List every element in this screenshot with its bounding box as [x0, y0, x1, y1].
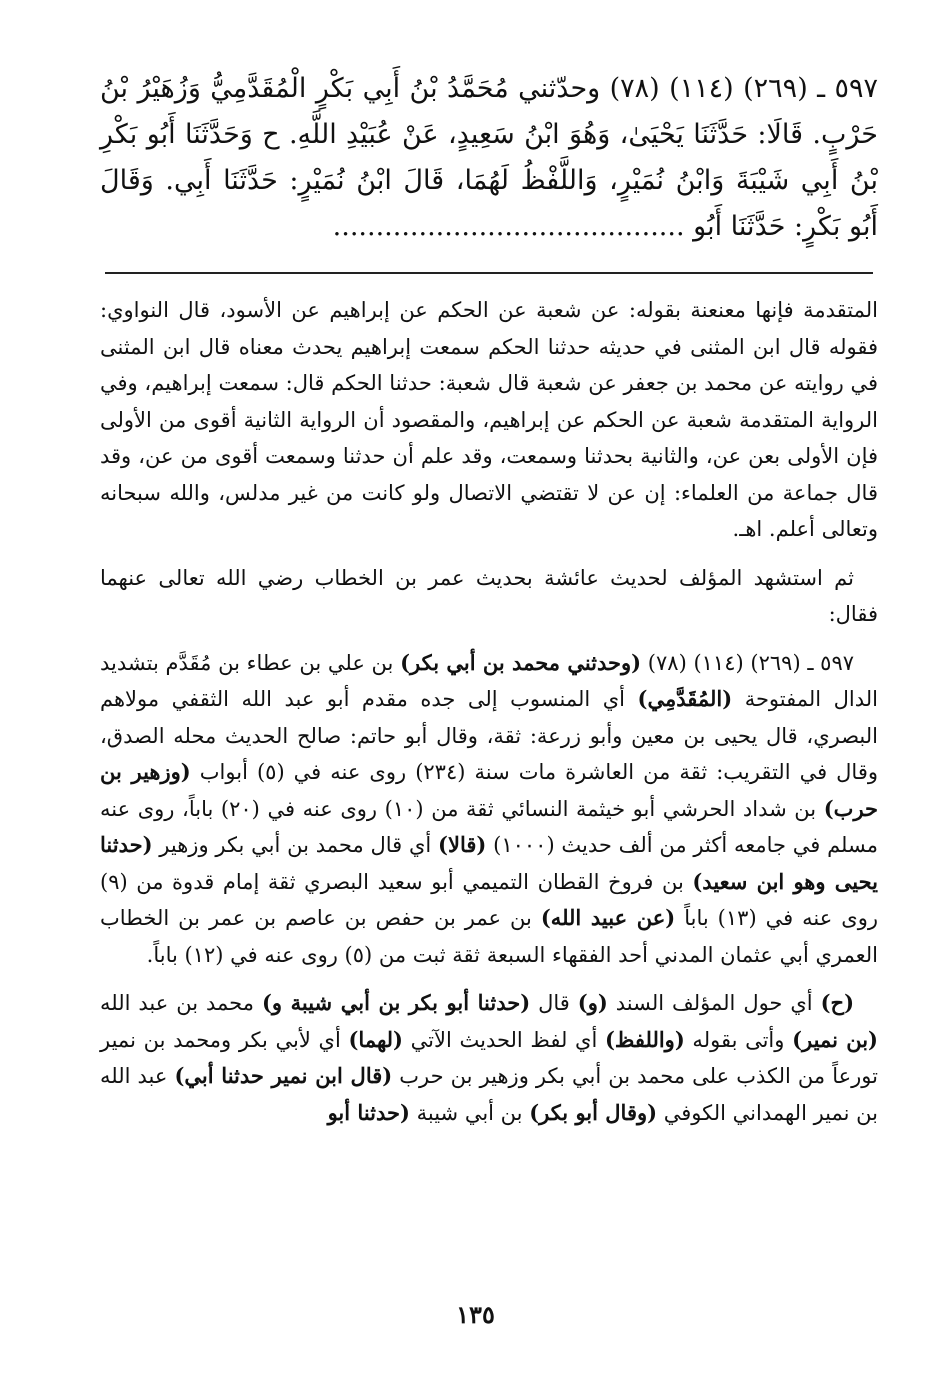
- text-run: أي حول المؤلف السند: [607, 991, 821, 1015]
- commentary-paragraph-4: [100, 985, 878, 1131]
- commentary-paragraph-2: ثم استشهد المؤلف لحديث عائشة بحديث عمر بن الخطاب رضي الله تعالى عنهما فقال:: [100, 565, 878, 626]
- text-run: بن علي بن عطاء بن مُقَدَّم بتشديد الدال المفتوحة: [100, 650, 878, 711]
- hadith-text: ٥٩٧ ـ (٢٦٩) (١١٤) (٧٨) وحدّثني مُحَمَّدُ بْنُ أَبِي بَكْرٍ الْمُقَدَّمِيُّ وَزُهَيْرُ بْنُ حَرْبٍ. قَالَا: حَدَّثَنَا يَحْيَىٰ، وَهُوَ ابْنُ سَعِيدٍ، عَنْ عُبَيْدِ اللَّهِ. ح وَحَدَّثَنَا أَبُو بَكْرِ بْنُ أَبِي شَيْبَةَ وَابْنُ نُمَيْرٍ، وَاللَّفْظُ لَهُمَا، قَالَ ابْنُ نُمَيْرٍ: حَدَّثَنَا أَبِي. وَقَالَ أَبُو بَكْرٍ: حَدَّثَنَا أَبُو .........................................: [100, 73, 878, 242]
- bold-quote: (وحدثني محمد بن أبي بكر): [400, 649, 642, 675]
- text-run: بن عمر بن حفص بن عاصم بن عمر بن الخطاب العمري أبي عثمان المدني أحد الفقهاء السبعة ثقة ثبت من (٥) روى عنه في (١٢) باباً.: [100, 906, 878, 967]
- text-run: محمد بن عبد الله: [100, 991, 262, 1015]
- bold-quote: (ح): [820, 990, 855, 1015]
- text-run: بن فروخ القطان التميمي أبو سعيد البصري ثقة إمام قدوة من (٩) روى عنه في (١٣) باباً: [100, 869, 879, 930]
- text-run: أي لفظ الحديث الآتي: [402, 1027, 605, 1052]
- bold-quote: (حدثنا يحيى وهو ابن سعيد): [100, 832, 878, 894]
- bold-quote: (قال ابن نمير حدثنا أبي): [174, 1063, 393, 1088]
- text-run: أي لأبي بكر ومحمد بن نمير تورعاً من الكذب على محمد بن أبي بكر وزهير بن حرب: [100, 1027, 878, 1088]
- bold-quote: (وزهير بن حرب): [100, 759, 879, 821]
- book-page: [100, 66, 878, 1131]
- bold-quote: (واللفظ): [605, 1026, 685, 1052]
- text-run: ٥٩٧ ـ (٢٦٩) (١١٤) (٧٨): [641, 650, 855, 675]
- bold-quote: (حدثنا أبو: [327, 1099, 410, 1125]
- bold-quote: (و): [577, 990, 608, 1015]
- commentary-paragraph-3: [100, 645, 878, 974]
- bold-quote: (حدثنا أبو بكر بن أبي شيبة و): [261, 990, 531, 1015]
- page-number: ١٣٥: [456, 1300, 495, 1329]
- text-run: قال: [530, 991, 578, 1015]
- commentary: [100, 292, 878, 1131]
- text-run: وأتى بقوله: [684, 1027, 793, 1052]
- bold-quote: (وقال أبو بكر): [529, 1099, 658, 1125]
- text-run: أي المنسوب إلى جده مقدم أبو عبد الله الثقفي مولاهم البصري، قال يحيى بن معين وأبو زرعة: ثقة، وقال أبو حاتم: صالح الحديث محله الصدق، وقال في التقريب: ثقة من العاشرة مات سنة (٢٣٤) روى عنه في (٥) أبواب: [100, 687, 878, 784]
- text-run: أي قال محمد بن أبي بكر وزهير: [152, 833, 439, 857]
- text-run: بن شداد الحرشي أبو خيثمة النسائي ثقة من (١٠) روى عنه في (٢٠) باباً، روى عنه مسلم في جامعه أكثر من ألف حديث (١٠٠٠): [100, 796, 878, 857]
- bold-quote: (قالا): [438, 832, 487, 857]
- bold-quote: (عن عبيد الله): [540, 905, 676, 930]
- bold-quote: (بن نمير): [792, 1026, 878, 1052]
- text-run: عبد الله بن نمير الهمداني الكوفي: [100, 1064, 878, 1125]
- commentary-paragraph-1: المتقدمة فإنها معنعنة بقوله: عن شعبة عن الحكم عن إبراهيم عن الأسود، قال النواوي: فقوله قال ابن المثنى في حديثه حدثنا الحكم سمعت إبراهيم يحدث معناه قال ابن المثنى في روايته عن محمد بن جعفر عن شعبة قال شعبة: حدثنا الحكم قال: سمعت إبراهيم، وفي الرواية المتقدمة شعبة عن الحكم عن إبراهيم، والمقصود أن الرواية الثانية أقوى من الأولى فإن الأولى بعن عن، والثانية بحدثنا وسمعت، وقد علم أن حدثنا وسمعت أقوى من عن، وقد قال جماعة من العلماء: إن عن لا تقتضي الاتصال ولو كانت من غير مدلس، والله سبحانه وتعالى أعلم. اهـ.: [100, 298, 878, 541]
- text-run: بن أبي شيبة: [409, 1100, 530, 1125]
- bold-quote: (لهما): [348, 1026, 403, 1052]
- bold-quote: (المُقَدَّمِي): [637, 686, 733, 711]
- footnote-divider: [105, 272, 873, 274]
